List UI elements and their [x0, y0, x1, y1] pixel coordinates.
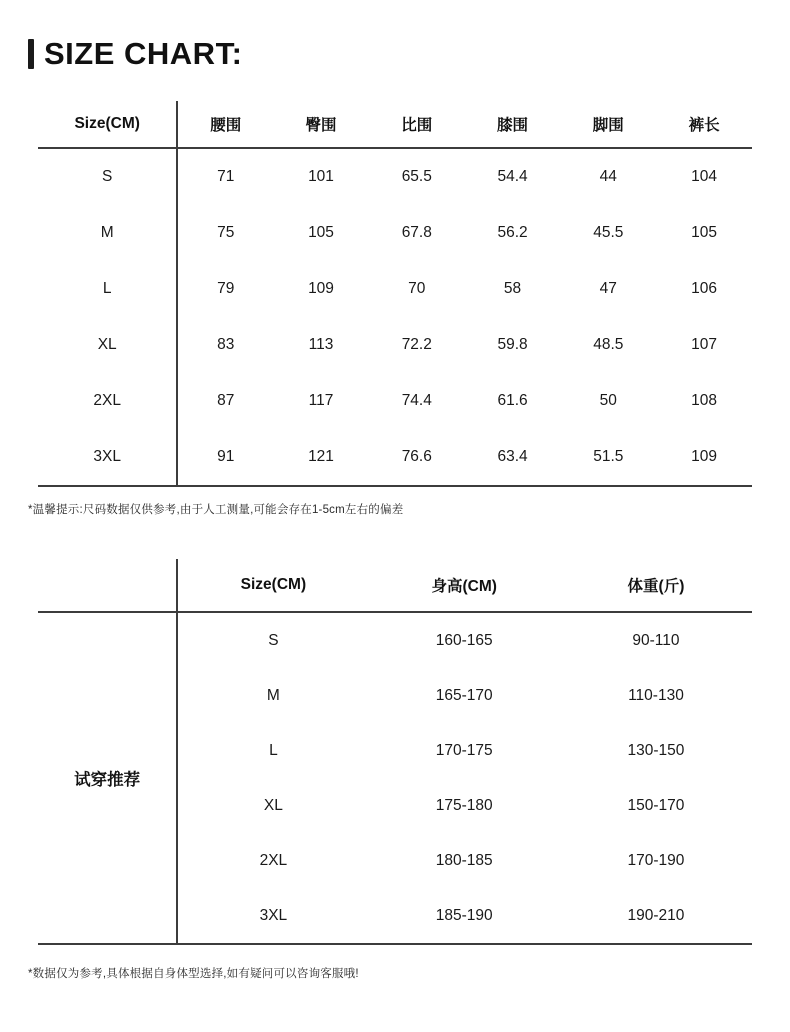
- cell-weight: 110-130: [628, 686, 684, 704]
- col-header-blank: [38, 559, 177, 612]
- cell-hip: 121: [308, 448, 334, 465]
- cell-ankle: 51.5: [593, 448, 624, 465]
- cell-length: 106: [691, 280, 718, 297]
- cell-knee: 61.6: [497, 392, 528, 409]
- cell-height: 160-165: [435, 631, 493, 649]
- page-title-text: SIZE CHART:: [44, 36, 243, 71]
- size-table-note: *温馨提示:尺码数据仅供参考,由于人工测量,可能会存在1-5cm左右的偏差: [28, 504, 404, 516]
- col-header-length: 裤长: [688, 117, 720, 134]
- fit-table-header-row: [38, 559, 752, 612]
- cell-height: 175-180: [435, 796, 493, 814]
- cell-ankle: 45.5: [593, 224, 624, 241]
- cell-thigh: 74.4: [401, 392, 432, 409]
- size-table-header-row: [38, 101, 752, 148]
- cell-knee: 54.4: [497, 168, 528, 185]
- fit-table: [38, 559, 752, 945]
- cell-knee: 56.2: [497, 224, 528, 241]
- cell-hip: 117: [308, 392, 334, 409]
- col-header-size: Size(CM): [240, 576, 307, 593]
- cell-height: 180-185: [435, 851, 493, 869]
- cell-thigh: 70: [408, 280, 426, 297]
- fit-row-label: 试穿推荐: [38, 612, 177, 944]
- cell-hip: 105: [308, 224, 334, 241]
- col-header-hip: 臀围: [305, 117, 337, 134]
- cell-thigh: 72.2: [401, 336, 432, 353]
- cell-ankle: 48.5: [593, 336, 624, 353]
- title-accent-bar: [28, 39, 34, 69]
- cell-thigh: 65.5: [401, 168, 432, 185]
- cell-size: 3XL: [259, 906, 288, 924]
- table-row: [38, 205, 752, 261]
- col-header-ankle: 脚围: [592, 117, 624, 134]
- cell-waist: 91: [217, 448, 235, 465]
- col-header-weight: 体重(斤): [627, 578, 685, 595]
- cell-size: M: [38, 205, 177, 261]
- cell-hip: 109: [308, 280, 334, 297]
- col-header-knee: 膝围: [497, 117, 529, 134]
- cell-knee: 59.8: [497, 336, 528, 353]
- cell-size: L: [269, 741, 278, 759]
- cell-size: 2XL: [38, 373, 177, 429]
- cell-ankle: 44: [599, 168, 617, 185]
- fit-table-container: [38, 559, 752, 945]
- cell-weight: 190-210: [627, 906, 685, 924]
- cell-ankle: 50: [599, 392, 617, 409]
- cell-weight: 130-150: [627, 741, 685, 759]
- cell-thigh: 67.8: [401, 224, 432, 241]
- cell-waist: 83: [217, 336, 235, 353]
- cell-waist: 79: [217, 280, 235, 297]
- table-row: [38, 148, 752, 205]
- cell-length: 108: [691, 392, 718, 409]
- col-header-height: 身高(CM): [431, 578, 497, 595]
- table-row: [38, 317, 752, 373]
- cell-height: 170-175: [435, 741, 493, 759]
- cell-length: 109: [691, 448, 718, 465]
- cell-height: 165-170: [435, 686, 493, 704]
- cell-knee: 63.4: [497, 448, 528, 465]
- col-header-size: Size(CM): [38, 101, 177, 148]
- cell-waist: 87: [217, 392, 235, 409]
- cell-weight: 90-110: [632, 631, 680, 649]
- cell-size: S: [268, 631, 279, 649]
- cell-length: 104: [691, 168, 718, 185]
- table-row: [38, 429, 752, 486]
- cell-waist: 75: [217, 224, 235, 241]
- cell-size: XL: [263, 796, 283, 814]
- col-header-waist: 腰围: [210, 117, 242, 134]
- fit-table-note: *数据仅为参考,具体根据自身体型选择,如有疑问可以咨询客服哦!: [28, 968, 359, 980]
- cell-size: L: [38, 261, 177, 317]
- table-row: [38, 612, 752, 668]
- cell-ankle: 47: [599, 280, 617, 297]
- page-title: [0, 0, 790, 69]
- table-row: [38, 261, 752, 317]
- table-row: [38, 373, 752, 429]
- cell-weight: 150-170: [627, 796, 685, 814]
- cell-size: S: [38, 148, 177, 205]
- size-table-container: [38, 101, 752, 487]
- cell-length: 105: [691, 224, 718, 241]
- cell-knee: 58: [503, 280, 522, 297]
- col-header-thigh: 比围: [401, 117, 433, 134]
- cell-waist: 71: [217, 168, 235, 185]
- cell-hip: 113: [308, 336, 334, 353]
- cell-size: M: [266, 686, 280, 704]
- cell-size: 3XL: [38, 429, 177, 486]
- size-table: [38, 101, 752, 487]
- cell-size: XL: [38, 317, 177, 373]
- cell-length: 107: [691, 336, 718, 353]
- cell-hip: 101: [308, 168, 334, 185]
- cell-height: 185-190: [435, 906, 493, 924]
- cell-size: 2XL: [259, 851, 288, 869]
- cell-thigh: 76.6: [401, 448, 432, 465]
- cell-weight: 170-190: [627, 851, 685, 869]
